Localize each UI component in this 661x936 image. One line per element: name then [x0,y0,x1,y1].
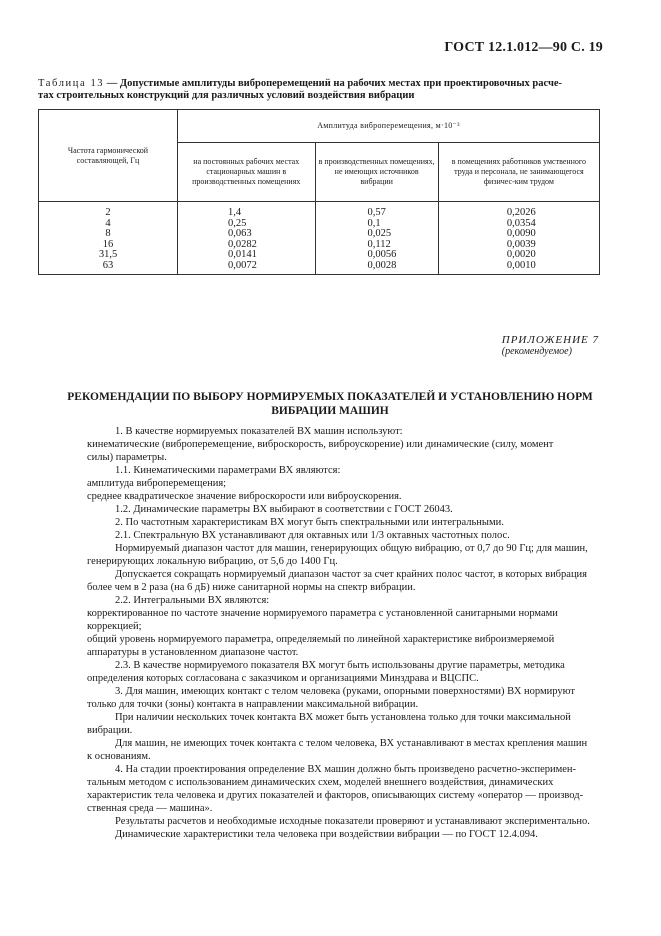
cell-value: 0,0028 [367,259,397,271]
table-caption-label: Таблица 13 [38,78,105,89]
table-caption-title-line2: тах строительных конструкций для различных условий воздействия вибрации [38,90,415,101]
text-line: 2. По частотным характеристикам ВХ могут быть спектральными или интегральными. [115,517,504,528]
text-line: тальным методом с использованием динамических схем, моделей внешнего воздействия, динамических [87,777,554,788]
text-line: среднее квадратическое значение виброскорости или виброускорения. [87,491,402,502]
text-line: генерирующих локальную вибрацию, от 5,6 до 1400 Гц. [87,556,338,567]
cell-value: 0,0020 [506,249,536,260]
text-line: общий уровень нормируемого параметра, определяемый по линейной характеристике виброизмеряемой [87,634,555,645]
cells-frequency [39,202,178,275]
cell-value: 0,25 [228,217,247,229]
cell-value: 0,57 [367,207,386,218]
text-line: ственная среда — машина». [87,803,213,814]
cell-value: 31,5 [98,249,118,260]
table-body-row [39,202,600,275]
text-line: только для точки (зоны) контакта в направлении максимальной вибрации. [87,699,419,710]
col-header-stationary-machines: на постоянных рабочих местах стационарных машин в производственных помещениях [178,143,316,202]
table-caption [38,78,618,102]
appendix-title: ПРИЛОЖЕНИЕ 7 [501,334,599,346]
cell-value: 0,0141 [228,249,257,260]
text-line: Результаты расчетов и необходимые исходные показатели проверяют и устанавливают экспериментально. [115,816,590,827]
cell-value: 0,025 [367,228,392,239]
cell-value: 0,0282 [228,238,257,250]
cell-value: 8 [105,228,111,239]
text-line: Нормируемый диапазон частот для машин, генерирующих общую вибрацию, от 0,7 до 90 Гц; для машин, [115,543,588,554]
section-heading-line2: ВИБРАЦИИ МАШИН [271,405,389,417]
cell-value: 0,063 [228,228,252,239]
cell-value: 2 [105,207,111,218]
cells-stationary-machines [178,202,316,275]
text-line: 3. Для машин, имеющих контакт с телом человека (руками, опорными поверхностями) ВХ нормируют [115,686,575,697]
text-line: 2.2. Интегральными ВХ являются: [115,595,270,606]
section-heading [60,390,600,418]
text-line: Для машин, не имеющих точек контакта с телом человека, ВХ устанавливают в местах крепления машин [115,738,588,749]
cell-value: 1,4 [228,207,242,218]
text-line: коррекцией; [87,621,142,632]
table-caption-dash: — [104,78,120,89]
text-line: Динамические характеристики тела человека при воздействии вибрации — по ГОСТ 12.4.094. [115,829,538,840]
text-line: 1.1. Кинематическими параметрами ВХ являются: [115,465,341,476]
col-header-production-rooms: в производственных помещениях, не имеющих источников вибрации [315,143,438,202]
section-heading-line1: РЕКОМЕНДАЦИИ ПО ВЫБОРУ НОРМИРУЕМЫХ ПОКАЗАТЕЛЕЙ И УСТАНОВЛЕНИЮ НОРМ [67,391,593,403]
text-line: Допускается сокращать нормируемый диапазон частот за счет крайних полос частот, в которых вибрация [115,569,588,580]
text-line: более чем в 2 раза (на 6 дБ) ниже санитарной нормы на спектр вибрации. [87,582,416,593]
vibration-amplitude-table [38,109,600,275]
page-header: ГОСТ 12.1.012—90 С. 19 [444,40,603,55]
cell-value: 4 [105,217,111,229]
text-line: 2.1. Спектральную ВХ устанавливают для октавных или 1/3 октавных частотных полос. [115,530,510,541]
cell-value: 0,0072 [228,259,257,271]
text-line: корректированное по частоте значение нормируемого параметра с установленной санитарными нормами [87,608,558,619]
cell-value: 16 [102,238,114,250]
text-line: силы) параметры. [87,452,167,463]
cells-mental-work-rooms [438,202,599,275]
table-caption-title-line1: Допустимые амплитуды виброперемещений на рабочих местах при проектировочных расче- [119,78,563,89]
text-line: характеристик тела человека и других показателей и факторов, описывающих систему «оператор — производ- [87,790,584,801]
cell-value: 0,0056 [367,249,397,260]
col-header-frequency: Частота гармонической составляющей, Гц [39,110,178,202]
text-line: кинематические (виброперемещение, виброскорость, виброускорение) или динамические (силу, момент [87,439,554,450]
cell-value: 63 [102,259,114,271]
cells-production-rooms [315,202,438,275]
text-line: к основаниям. [87,751,151,762]
text-line: 1. В качестве нормируемых показателей ВХ машин используют: [115,426,403,437]
cell-value: 0,1 [367,217,381,229]
cell-value: 0,0090 [506,228,536,239]
text-line: определения которых согласована с заказчиком и организациями Минздрава и ВЦСПС. [87,673,479,684]
text-line: 4. На стадии проектирования определение ВХ машин должно быть произведено расчетно-эксперимен- [115,764,577,775]
text-line: 1.2. Динамические параметры ВХ выбирают в соответствии с ГОСТ 26043. [115,504,453,515]
text-line: 2.3. В качестве нормируемого показателя ВХ могут быть использованы другие параметры, методика [115,660,565,671]
text-line: амплитуда виброперемещения; [87,478,227,489]
cell-value: 0,0354 [506,217,536,229]
body-text [87,425,599,841]
cell-value: 0,112 [367,238,391,250]
text-line: вибрации. [87,725,133,736]
col-header-amplitude: Амплитуда виброперемещения, м·10⁻³ [178,110,600,143]
cell-value: 0,0039 [506,238,536,250]
appendix-label [502,334,599,357]
appendix-subtitle: (рекомендуемое) [501,346,572,357]
text-line: аппаратуры в установленном диапазоне частот. [87,647,299,658]
col-header-mental-work-rooms: в помещениях работников умственного труда и персонала, не занимающегося физичес-ким трудом [438,143,599,202]
cell-value: 0,0010 [506,259,536,271]
cell-value: 0,2026 [506,207,536,218]
text-line: При наличии нескольких точек контакта ВХ может быть установлена только для точки максимальной [115,712,571,723]
